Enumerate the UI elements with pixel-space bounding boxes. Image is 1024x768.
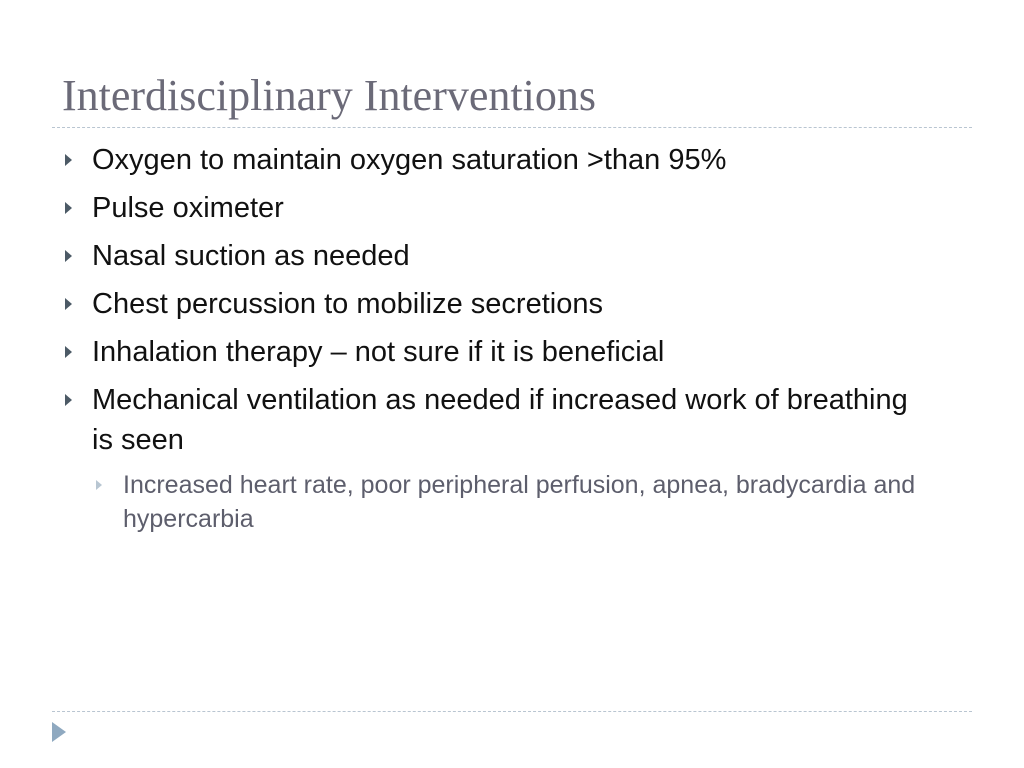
- bullet-text: Oxygen to maintain oxygen saturation >than 95%: [92, 144, 727, 176]
- sub-bullet-item: [92, 468, 932, 536]
- bullet-item: [62, 140, 932, 180]
- next-slide-icon[interactable]: [52, 722, 66, 742]
- sub-bullet-arrow-icon: [96, 480, 102, 490]
- bullet-text: Nasal suction as needed: [92, 240, 410, 272]
- bullet-list: [62, 140, 932, 544]
- bullet-text: Chest percussion to mobilize secretions: [92, 288, 603, 320]
- bullet-arrow-icon: [65, 250, 72, 262]
- bullet-item: [62, 284, 932, 324]
- bullet-arrow-icon: [65, 202, 72, 214]
- bullet-item: [62, 380, 932, 536]
- bullet-item: [62, 188, 932, 228]
- bullet-text: Pulse oximeter: [92, 192, 284, 224]
- footer-divider: [52, 711, 972, 712]
- bullet-arrow-icon: [65, 298, 72, 310]
- bullet-text: Mechanical ventilation as needed if increased work of breathing is seen: [92, 384, 908, 456]
- bullet-item: [62, 236, 932, 276]
- title-divider: [52, 127, 972, 128]
- bullet-item: [62, 332, 932, 372]
- bullet-arrow-icon: [65, 346, 72, 358]
- bullet-text: Inhalation therapy – not sure if it is beneficial: [92, 336, 665, 368]
- sub-bullet-text: Increased heart rate, poor peripheral perfusion, apnea, bradycardia and hypercarbia: [123, 471, 916, 533]
- slide-title: Interdisciplinary Interventions: [62, 71, 596, 120]
- sub-bullet-list: [92, 468, 932, 536]
- bullet-arrow-icon: [65, 394, 72, 406]
- bullet-arrow-icon: [65, 154, 72, 166]
